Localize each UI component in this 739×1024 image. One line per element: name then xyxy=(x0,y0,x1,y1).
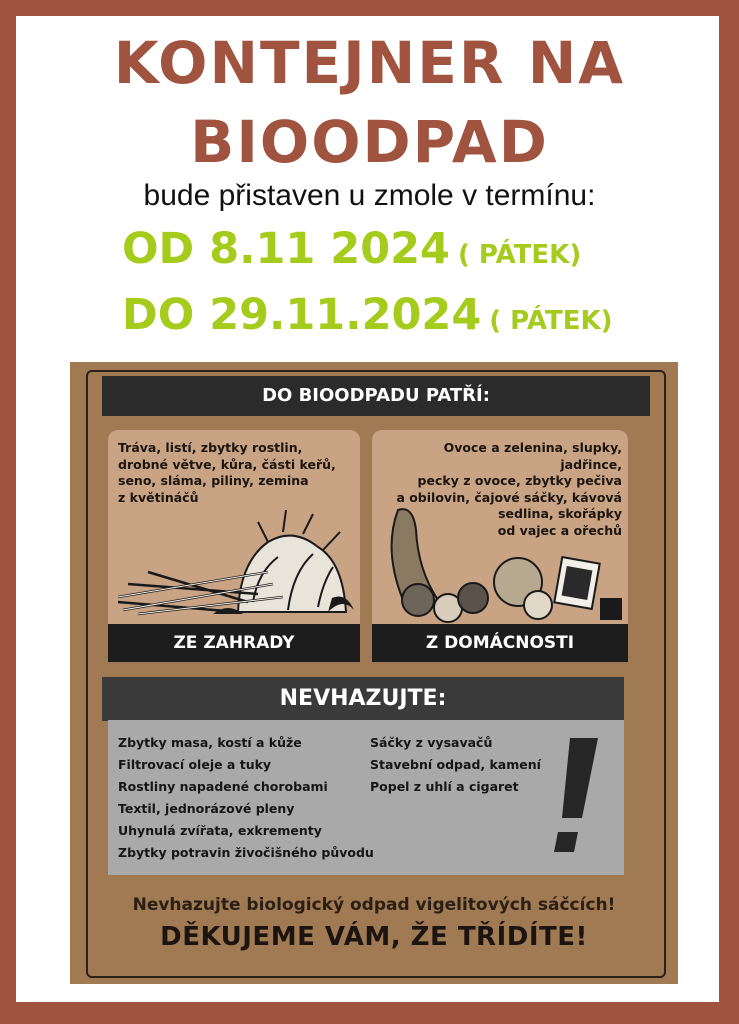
title-line-1: KONTEJNER NA xyxy=(113,29,626,97)
household-line: pecky z ovoce, zbytky pečiva xyxy=(417,473,622,488)
not-allowed-box xyxy=(108,720,624,875)
bio-waste-poster xyxy=(70,362,678,984)
household-line: Ovoce a zelenina, slupky, jadřince, xyxy=(443,440,622,472)
footer-note: Nevhazujte biologický odpad vigelitových sáčcích! xyxy=(132,895,616,915)
garden-line: seno, sláma, piliny, zemina xyxy=(118,473,309,488)
date-to-day: ( PÁTEK) xyxy=(489,306,613,336)
household-panel xyxy=(372,430,628,662)
title-line-2: BIOODPAD xyxy=(190,108,549,176)
household-line: a obilovin, čajové sáčky, kávová xyxy=(396,489,622,505)
garden-line: drobné větve, kůra, části keřů, xyxy=(118,456,336,472)
garden-label: ZE ZAHRADY xyxy=(108,624,360,662)
list-item: Zbytky potravin živočišného původu xyxy=(118,845,374,860)
list-item: Textil, jednorázové pleny xyxy=(118,801,295,816)
date-from-day: ( PÁTEK) xyxy=(457,240,582,270)
not-allowed-list-right xyxy=(370,732,541,798)
garden-panel xyxy=(108,430,360,662)
date-to-value: DO 29.11.2024 xyxy=(122,290,482,340)
list-item: Uhynulá zvířata, exkrementy xyxy=(118,823,322,838)
list-item: Stavební odpad, kamení xyxy=(370,757,541,772)
household-line: sedlina, skořápky xyxy=(498,506,622,521)
garden-line: Tráva, listí, zbytky rostlin, xyxy=(118,440,303,455)
footer-thanks: DĚKUJEME VÁM, ŽE TŘÍDÍTE! xyxy=(160,922,588,952)
household-label: Z DOMÁCNOSTI xyxy=(372,624,628,662)
list-item: Popel z uhlí a cigaret xyxy=(370,779,519,794)
date-from-value: OD 8.11 2024 xyxy=(122,224,450,274)
garden-text xyxy=(118,440,353,506)
list-item: Filtrovací oleje a tuky xyxy=(118,757,272,772)
list-item: Sáčky z vysavačů xyxy=(370,735,493,750)
list-item: Zbytky masa, kostí a kůže xyxy=(118,735,302,750)
garden-waste-illustration xyxy=(118,502,354,620)
date-from xyxy=(122,224,582,274)
not-allowed-list-left xyxy=(118,732,374,864)
list-item: Rostliny napadené chorobami xyxy=(118,779,328,794)
household-line: od vajec a ořechů xyxy=(497,522,622,538)
exclamation-icon xyxy=(548,734,608,858)
garden-line: z květináčů xyxy=(118,489,199,505)
not-allowed-heading: NEVHAZUJTE: xyxy=(102,677,624,721)
kitchen-waste-illustration xyxy=(378,490,628,624)
subtitle: bude přistaven u zmole v termínu: xyxy=(143,179,596,212)
date-to xyxy=(122,290,613,340)
allowed-heading: DO BIOODPADU PATŘÍ: xyxy=(102,376,650,416)
